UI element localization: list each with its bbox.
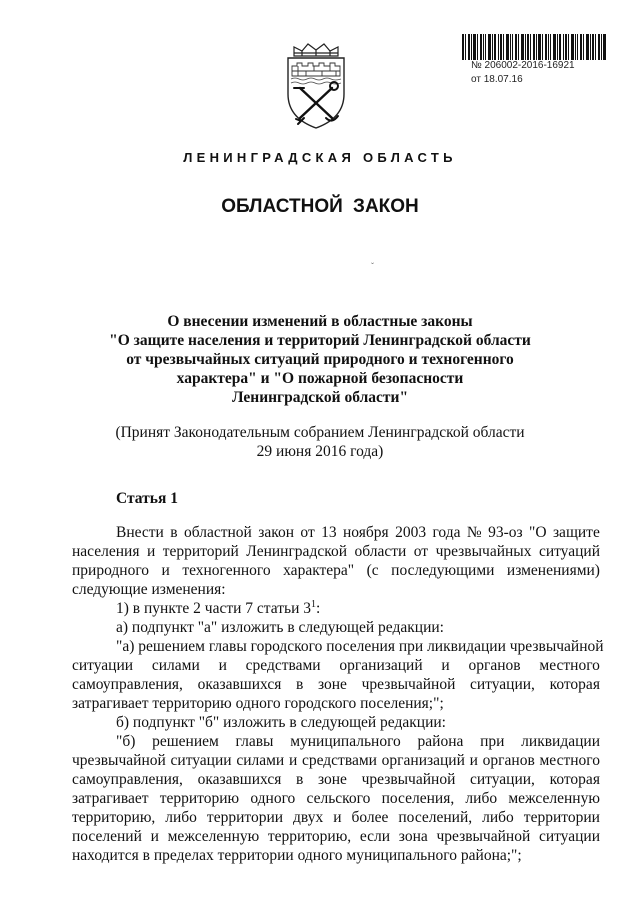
document-type-heading: ОБЛАСТНОЙ ЗАКОН bbox=[221, 196, 419, 217]
word: средствами bbox=[245, 657, 321, 674]
word: при bbox=[480, 733, 505, 750]
list-item-1 bbox=[72, 599, 600, 618]
law-title bbox=[60, 312, 580, 407]
word: зоне bbox=[317, 771, 347, 788]
word: органов bbox=[482, 752, 535, 769]
article-heading: Статья 1 bbox=[116, 490, 178, 507]
adoption-note-line: (Принят Законодательным собранием Ленинградской области bbox=[115, 424, 525, 441]
word: либо bbox=[482, 809, 514, 826]
word: межселенную bbox=[508, 790, 600, 807]
quote-b-line bbox=[72, 751, 600, 770]
word: области bbox=[354, 543, 407, 560]
word: и bbox=[146, 543, 156, 560]
word: ситуации, bbox=[470, 676, 535, 693]
quote-b-line: находится в пределах территории одного муниципального района;"; bbox=[72, 847, 522, 864]
word: и bbox=[150, 828, 159, 845]
word: закон bbox=[258, 524, 295, 541]
word: 13 bbox=[321, 524, 337, 541]
word: зоне bbox=[317, 676, 347, 693]
word: чрезвычайной bbox=[361, 771, 456, 788]
article-body bbox=[72, 523, 604, 865]
registration-number: № 206002-2016-16921 bbox=[471, 60, 575, 71]
word: местного bbox=[539, 752, 600, 769]
word: если bbox=[359, 828, 391, 845]
word: техногенного bbox=[182, 562, 271, 579]
list-item-a: а) подпункт "а" изложить в следующей редакции: bbox=[116, 619, 444, 636]
word: поселений bbox=[72, 828, 142, 845]
quote-b-line bbox=[72, 789, 600, 808]
list-item-1-end: : bbox=[316, 600, 321, 617]
word: чрезвычайной bbox=[436, 828, 531, 845]
word: территории bbox=[206, 809, 284, 826]
quote-b-line bbox=[72, 770, 600, 789]
superscript: 1 bbox=[311, 598, 317, 610]
word: (с bbox=[366, 562, 379, 579]
body-line bbox=[72, 523, 600, 542]
word: от bbox=[413, 543, 429, 560]
word: затрагивает bbox=[72, 790, 149, 807]
word: территорию bbox=[159, 790, 240, 807]
word: силами bbox=[151, 657, 200, 674]
quote-b-line bbox=[72, 732, 600, 751]
word: и bbox=[333, 809, 342, 826]
word: ситуации bbox=[538, 828, 600, 845]
word: оказавшихся bbox=[197, 771, 282, 788]
word: местного bbox=[539, 657, 600, 674]
scan-mark: ˇ bbox=[371, 261, 374, 271]
registration-date: от 18.07.16 bbox=[471, 74, 523, 85]
word: природного bbox=[72, 562, 150, 579]
word: оказавшихся bbox=[197, 676, 282, 693]
body-line bbox=[72, 542, 600, 561]
quote-b-line bbox=[72, 827, 600, 846]
list-item-1-text: 1) в пункте 2 части 7 статьи 3 bbox=[116, 600, 312, 617]
word: года bbox=[432, 524, 461, 541]
word: органов bbox=[468, 657, 521, 674]
word: средствами bbox=[301, 752, 377, 769]
law-title-line: характера" и "О пожарной безопасности bbox=[176, 370, 464, 387]
quote-a-line: затрагивает территорию одного городского поселения;"; bbox=[72, 695, 444, 712]
word: характера" bbox=[283, 562, 355, 579]
word: ситуаций bbox=[538, 543, 600, 560]
quote-a-line bbox=[72, 675, 600, 694]
word: двух bbox=[293, 809, 324, 826]
word: населения bbox=[72, 543, 140, 560]
word: в bbox=[296, 676, 304, 693]
word: силами bbox=[236, 752, 285, 769]
word: ликвидации bbox=[521, 733, 600, 750]
word: главы bbox=[235, 733, 274, 750]
word: 93-оз bbox=[488, 524, 523, 541]
word: муниципального bbox=[290, 733, 401, 750]
word: более bbox=[351, 809, 389, 826]
word: либо bbox=[465, 790, 498, 807]
adoption-note bbox=[60, 423, 580, 461]
word: самоуправления, bbox=[72, 676, 183, 693]
word: чрезвычайной bbox=[72, 752, 166, 769]
barcode-image bbox=[462, 34, 606, 60]
coat-of-arms-emblem bbox=[282, 42, 350, 130]
word: организаций bbox=[339, 657, 423, 674]
body-line bbox=[72, 561, 600, 580]
word: которая bbox=[549, 771, 600, 788]
word: от bbox=[300, 524, 315, 541]
word: чрезвычайных bbox=[435, 543, 532, 560]
law-title-line: Ленинградской области" bbox=[231, 389, 409, 406]
word: и bbox=[469, 752, 478, 769]
adoption-note-line: 29 июня 2016 года) bbox=[256, 443, 384, 460]
word: межселенную bbox=[167, 828, 260, 845]
word: поселений, bbox=[398, 809, 473, 826]
law-title-line: "О защите населения и территорий Ленинградской области bbox=[109, 332, 531, 349]
word: территорию, bbox=[267, 828, 352, 845]
law-title-line: от чрезвычайных ситуаций природного и техногенного bbox=[126, 351, 514, 368]
word: "б) bbox=[116, 733, 136, 750]
word: поселения, bbox=[381, 790, 455, 807]
word: № bbox=[466, 524, 482, 541]
word: Внести bbox=[116, 524, 164, 541]
word: самоуправления, bbox=[72, 771, 183, 788]
word: в bbox=[170, 524, 178, 541]
word: ноября bbox=[343, 524, 389, 541]
word: территории bbox=[523, 809, 600, 826]
word: Ленинградской bbox=[246, 543, 347, 560]
crown-icon bbox=[294, 44, 338, 56]
body-line: следующие изменения: bbox=[72, 581, 226, 598]
word: защите bbox=[552, 524, 600, 541]
word: ситуации bbox=[170, 752, 232, 769]
word: "О bbox=[529, 524, 547, 541]
word: организаций bbox=[381, 752, 465, 769]
word: ситуации, bbox=[470, 771, 535, 788]
word: последующими bbox=[391, 562, 495, 579]
word: сельского bbox=[306, 790, 371, 807]
word: одного bbox=[250, 790, 296, 807]
word: и bbox=[161, 562, 170, 579]
word: изменениями) bbox=[506, 562, 600, 579]
word: и bbox=[441, 657, 450, 674]
quote-a-line bbox=[72, 656, 600, 675]
word: в bbox=[296, 771, 304, 788]
word: территорий bbox=[162, 543, 239, 560]
word: 2003 bbox=[395, 524, 427, 541]
list-item-b: б) подпункт "б" изложить в следующей редакции: bbox=[116, 714, 446, 731]
law-title-line: О внесении изменений в областные законы bbox=[167, 313, 473, 330]
word: и bbox=[288, 752, 298, 769]
word: и bbox=[218, 657, 227, 674]
region-heading: ЛЕНИНГРАДСКАЯ ОБЛАСТЬ bbox=[183, 150, 457, 165]
word: решением bbox=[152, 733, 219, 750]
word: района bbox=[417, 733, 464, 750]
word: либо bbox=[165, 809, 197, 826]
word: которая bbox=[549, 676, 600, 693]
word: ситуации bbox=[72, 657, 134, 674]
word: территорию, bbox=[72, 809, 156, 826]
word: чрезвычайной bbox=[361, 676, 456, 693]
word: областной bbox=[183, 524, 252, 541]
quote-b-line bbox=[72, 808, 600, 827]
quote-a-line: "а) решением главы городского поселения при ликвидации чрезвычайной bbox=[116, 638, 604, 655]
word: зона bbox=[398, 828, 428, 845]
